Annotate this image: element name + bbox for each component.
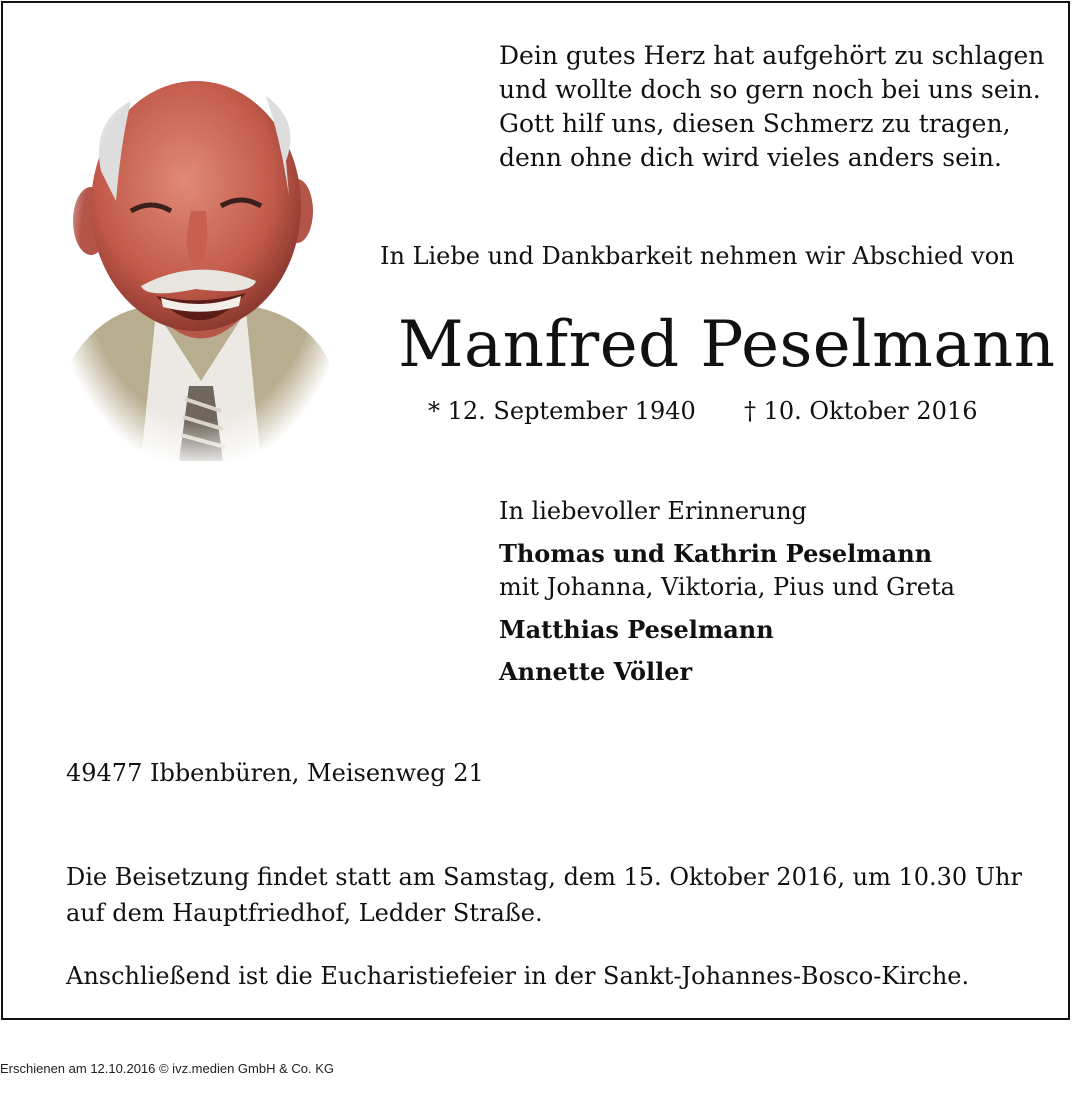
family-heading: In liebevoller Erinnerung xyxy=(499,497,807,525)
deceased-name: Manfred Peselmann xyxy=(398,308,1056,382)
family-member: Annette Völler xyxy=(499,657,693,686)
family-member: Matthias Peselmann xyxy=(499,615,774,644)
death-date: † 10. Oktober 2016 xyxy=(744,397,978,425)
poem xyxy=(499,39,1044,175)
address: 49477 Ibbenbüren, Meisenweg 21 xyxy=(66,759,484,787)
poem-line: Dein gutes Herz hat aufgehört zu schlagen xyxy=(499,41,1045,70)
obituary-frame xyxy=(1,1,1070,1020)
funeral-line: Die Beisetzung findet statt am Samstag, dem 15. Oktober 2016, um 10.30 Uhr xyxy=(66,863,1022,891)
mass-info: Anschließend ist die Eucharistiefeier in der Sankt-Johannes-Bosco-Kirche. xyxy=(66,962,970,990)
family-member: Thomas und Kathrin Peselmann xyxy=(499,539,933,568)
poem-line: denn ohne dich wird vieles anders sein. xyxy=(499,143,1002,172)
funeral-line: auf dem Hauptfriedhof, Ledder Straße. xyxy=(66,899,543,927)
poem-line: und wollte doch so gern noch bei uns sein. xyxy=(499,75,1041,104)
birth-date: * 12. September 1940 xyxy=(428,397,696,425)
funeral-info xyxy=(66,859,1022,931)
family-member: mit Johanna, Viktoria, Pius und Greta xyxy=(499,573,955,601)
intro-text: In Liebe und Dankbarkeit nehmen wir Abschied von xyxy=(380,242,1015,270)
publication-footer: Erschienen am 12.10.2016 © ivz.medien GmbH & Co. KG xyxy=(0,1061,335,1076)
portrait-photo xyxy=(61,61,341,471)
poem-line: Gott hilf uns, diesen Schmerz zu tragen, xyxy=(499,109,1011,138)
